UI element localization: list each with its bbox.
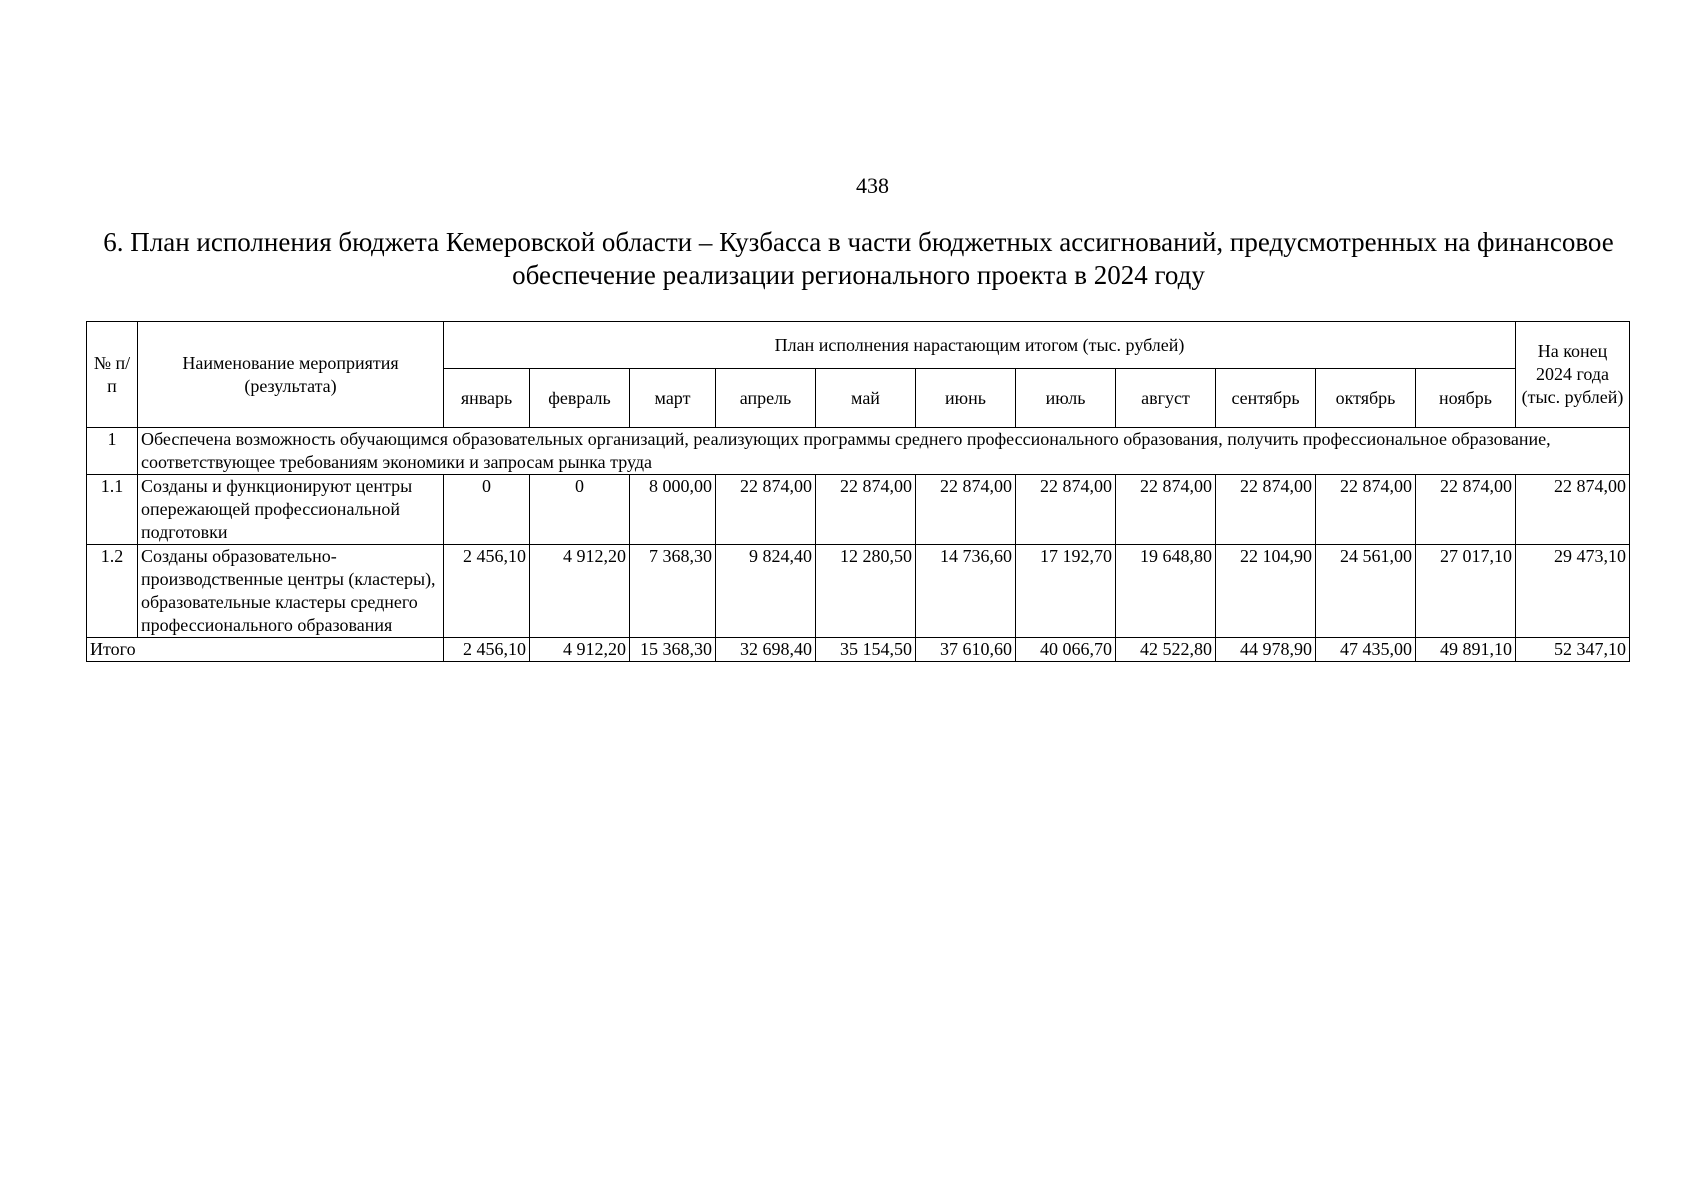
header-month: апрель: [716, 369, 816, 428]
row-value: 0: [530, 475, 630, 545]
row-end-value: 29 473,10: [1516, 545, 1630, 638]
row-value: 22 874,00: [916, 475, 1016, 545]
total-value: 32 698,40: [716, 638, 816, 662]
header-month: февраль: [530, 369, 630, 428]
row-value: 17 192,70: [1016, 545, 1116, 638]
header-month: август: [1116, 369, 1216, 428]
row-value: 9 824,40: [716, 545, 816, 638]
total-value: 49 891,10: [1416, 638, 1516, 662]
row-num: 1.1: [87, 475, 138, 545]
header-month: сентябрь: [1216, 369, 1316, 428]
header-end-of-year: На конец 2024 года (тыс. рублей): [1516, 322, 1630, 428]
header-name: Наименование мероприятия (результата): [138, 322, 444, 428]
section-text: Обеспечена возможность обучающимся образовательных организаций, реализующих программы среднего профессионального образования, получить профессиональное образование, соответствующее требованиям экономики и запросам рынка труда: [138, 428, 1630, 475]
row-value: 22 874,00: [1316, 475, 1416, 545]
total-label: Итого: [87, 638, 444, 662]
row-value: 22 874,00: [1116, 475, 1216, 545]
total-value: 44 978,90: [1216, 638, 1316, 662]
row-name: Созданы и функционируют центры опережающей профессиональной подготовки: [138, 475, 444, 545]
section-row: [87, 428, 1630, 475]
row-value: 22 874,00: [1216, 475, 1316, 545]
row-end-value: 22 874,00: [1516, 475, 1630, 545]
total-row: [87, 638, 1630, 662]
budget-table: [86, 321, 1630, 662]
row-value: 22 874,00: [1016, 475, 1116, 545]
header-plan: План исполнения нарастающим итогом (тыс. рублей): [444, 322, 1516, 369]
total-value: 35 154,50: [816, 638, 916, 662]
row-value: 12 280,50: [816, 545, 916, 638]
row-value: 14 736,60: [916, 545, 1016, 638]
header-num: № п/п: [87, 322, 138, 428]
header-month: июль: [1016, 369, 1116, 428]
row-value: 19 648,80: [1116, 545, 1216, 638]
total-value: 40 066,70: [1016, 638, 1116, 662]
page-number: 438: [856, 173, 889, 198]
row-name: Созданы образовательно-производственные центры (кластеры), образовательные кластеры среднего профессионального образования: [138, 545, 444, 638]
header-month: январь: [444, 369, 530, 428]
total-value: 37 610,60: [916, 638, 1016, 662]
row-value: 2 456,10: [444, 545, 530, 638]
row-value: 24 561,00: [1316, 545, 1416, 638]
section-num: 1: [87, 428, 138, 475]
total-value: 4 912,20: [530, 638, 630, 662]
header-month: октябрь: [1316, 369, 1416, 428]
row-value: 8 000,00: [630, 475, 716, 545]
header-month: март: [630, 369, 716, 428]
header-month: ноябрь: [1416, 369, 1516, 428]
page-title: 6. План исполнения бюджета Кемеровской области – Кузбасса в части бюджетных ассигнований, предусмотренных на финансовое обеспечение реализации регионального проекта в 2024 году: [103, 227, 1614, 290]
header-row: [87, 322, 1630, 369]
row-value: 0: [444, 475, 530, 545]
table-row: [87, 545, 1630, 638]
total-value: 42 522,80: [1116, 638, 1216, 662]
row-value: 22 874,00: [1416, 475, 1516, 545]
row-value: 7 368,30: [630, 545, 716, 638]
row-value: 4 912,20: [530, 545, 630, 638]
header-month: июнь: [916, 369, 1016, 428]
total-value: 2 456,10: [444, 638, 530, 662]
row-value: 22 874,00: [716, 475, 816, 545]
header-month: май: [816, 369, 916, 428]
table-row: [87, 475, 1630, 545]
row-value: 22 104,90: [1216, 545, 1316, 638]
row-num: 1.2: [87, 545, 138, 638]
row-value: 22 874,00: [816, 475, 916, 545]
row-value: 27 017,10: [1416, 545, 1516, 638]
total-value: 15 368,30: [630, 638, 716, 662]
total-value: 47 435,00: [1316, 638, 1416, 662]
total-end-value: 52 347,10: [1516, 638, 1630, 662]
